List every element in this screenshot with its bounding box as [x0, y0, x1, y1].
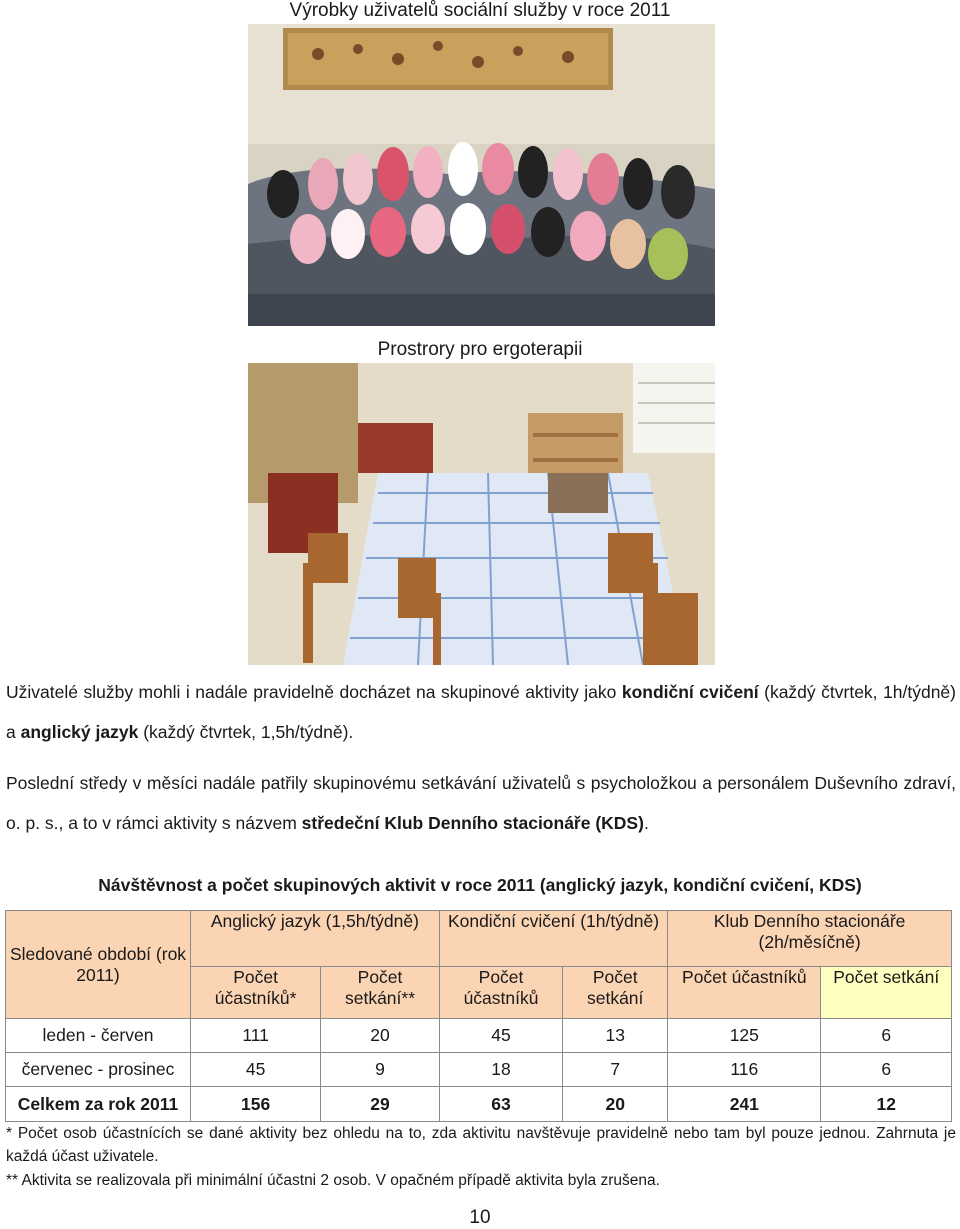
cell-value: 116 — [668, 1053, 821, 1087]
photo-caption-ergotherapy: Prostrory pro ergoterapii — [377, 339, 583, 360]
cell-value: 29 — [321, 1087, 440, 1122]
ergotherapy-room-image — [248, 363, 715, 665]
page-number: 10 — [469, 1207, 491, 1228]
cell-value: 45 — [439, 1019, 562, 1053]
cell-value: 6 — [821, 1019, 952, 1053]
footnote-meetings: ** Aktivita se realizovala při minimální účastni 2 osob. V opačném případě aktivita byla zrušena. — [6, 1172, 660, 1189]
table-row — [6, 1019, 952, 1053]
subheader-meetings: Počet setkání — [563, 967, 668, 1019]
emphasis-club: středeční Klub Denního stacionáře (KDS) — [301, 813, 644, 833]
cell-value: 241 — [668, 1087, 821, 1122]
emphasis-fitness: kondiční cvičení — [621, 682, 759, 702]
period-header: Sledované období (rok 2011) — [6, 911, 191, 1019]
emphasis-english: anglický jazyk — [20, 722, 139, 742]
group-fitness: Kondiční cvičení (1h/týdně) — [439, 911, 667, 967]
photo-dolls — [248, 24, 715, 326]
cell-value: 156 — [191, 1087, 321, 1122]
photo-ergotherapy-room — [248, 363, 715, 665]
cell-value: 111 — [191, 1019, 321, 1053]
row-label: Celkem za rok 2011 — [6, 1087, 191, 1122]
cell-value: 13 — [563, 1019, 668, 1053]
cell-value: 12 — [821, 1087, 952, 1122]
paragraph-text: . — [643, 813, 649, 833]
row-label: červenec - prosinec — [6, 1053, 191, 1087]
subheader-participants: Počet účastníků — [439, 967, 562, 1019]
table-row — [6, 1053, 952, 1087]
cell-value: 125 — [668, 1019, 821, 1053]
subheader-participants: Počet účastníků — [668, 967, 821, 1019]
cell-value: 6 — [821, 1053, 952, 1087]
cell-value: 9 — [321, 1053, 440, 1087]
paragraph-text: (každý čtvrtek, 1h/týdně) a — [6, 682, 956, 742]
paragraph-activities — [6, 672, 956, 752]
paragraph-text: Poslední středy v měsíci nadále patřily skupinovému setkávání uživatelů s psycholožkou a personálem Duševního zdraví, o. p. s., a to v rámci aktivity s názvem — [6, 773, 956, 833]
subheader-meetings: Počet setkání — [821, 967, 952, 1019]
cell-value: 7 — [563, 1053, 668, 1087]
table-title: Návštěvnost a počet skupinových aktivit v roce 2011 (anglický jazyk, kondiční cvičení, KDS) — [98, 875, 862, 895]
row-label: leden - červen — [6, 1019, 191, 1053]
subheader-participants: Počet účastníků* — [191, 967, 321, 1019]
cell-value: 20 — [563, 1087, 668, 1122]
attendance-table — [5, 910, 952, 1122]
group-club: Klub Denního stacionáře (2h/měsíčně) — [668, 911, 952, 967]
dolls-on-sofa-image — [248, 24, 715, 326]
cell-value: 45 — [191, 1053, 321, 1087]
paragraph-club — [6, 763, 956, 843]
paragraph-text: (každý čtvrtek, 1,5h/týdně). — [138, 722, 354, 742]
subheader-meetings: Počet setkání** — [321, 967, 440, 1019]
cell-value: 63 — [439, 1087, 562, 1122]
group-english: Anglický jazyk (1,5h/týdně) — [191, 911, 440, 967]
footnote-participants: * Počet osob účastnících se dané aktivity bez ohledu na to, zda aktivitu navštěvuje pravidelně nebo tam byl pouze jednou. Zahrnuta je každá účast uživatele. — [6, 1125, 956, 1165]
cell-value: 20 — [321, 1019, 440, 1053]
photo-caption-products: Výrobky uživatelů sociální služby v roce 2011 — [289, 0, 671, 21]
table-row-total — [6, 1087, 952, 1122]
cell-value: 18 — [439, 1053, 562, 1087]
paragraph-text: Uživatelé služby mohli i nadále pravidelně docházet na skupinové aktivity jako — [6, 682, 622, 702]
